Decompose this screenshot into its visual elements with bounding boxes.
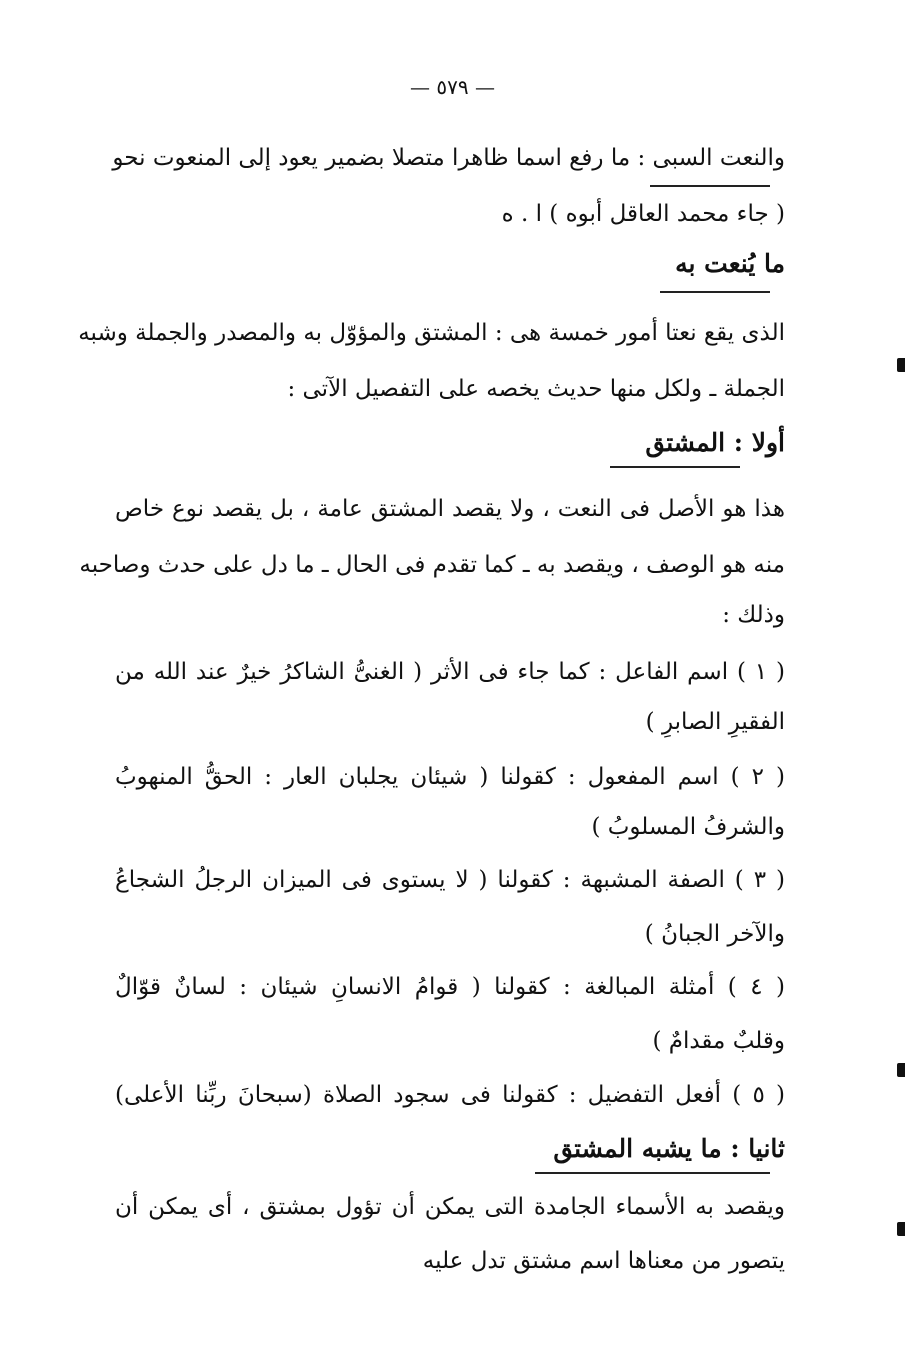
list-item-line: الفقيرِ الصابرِ ) <box>645 709 785 735</box>
list-item-line: والشرفُ المسلوبُ ) <box>591 814 785 840</box>
list-item-line: والآخر الجبانُ ) <box>644 921 785 947</box>
paragraph-line: هذا هو الأصل فى النعت ، ولا يقصد المشتق عامة ، بل يقصد نوع خاص <box>115 496 785 522</box>
heading-underline <box>535 1172 770 1174</box>
scan-edge-mark <box>897 358 905 372</box>
subsection-heading: أولا : المشتق <box>645 428 785 457</box>
subsection-heading: ثانيا : ما يشبه المشتق <box>553 1134 785 1163</box>
scan-edge-mark <box>897 1063 905 1077</box>
heading-underline <box>610 466 740 468</box>
divider-rule <box>650 185 770 187</box>
paragraph-line: منه هو الوصف ، ويقصد به ـ كما تقدم فى الحال ـ ما دل على حدث وصاحبه <box>79 552 785 578</box>
paragraph-line: وذلك : <box>722 602 785 628</box>
paragraph-line: الجملة ـ ولكل منها حديث يخصه على التفصيل الآتى : <box>287 376 785 402</box>
list-item-line: ( ١ ) اسم الفاعل : كما جاء فى الأثر ( الغنىُّ الشاكرُ خيرٌ عند الله من <box>115 659 785 685</box>
heading-underline <box>660 291 770 293</box>
list-item-line: ( ٣ ) الصفة المشبهة : كقولنا ( لا يستوى فى الميزان الرجلُ الشجاعُ <box>115 867 785 893</box>
paragraph-line: يتصور من معناها اسم مشتق تدل عليه <box>422 1248 785 1274</box>
scan-edge-mark <box>897 1222 905 1236</box>
list-item-line: وقلبٌ مقدامٌ ) <box>652 1028 785 1054</box>
paragraph-line: والنعت السبى : ما رفع اسما ظاهرا متصلا بضمير يعود إلى المنعوت نحو <box>112 145 785 171</box>
page-number: — ٥٧٩ — <box>410 75 495 99</box>
section-heading: ما يُنعت به <box>675 249 785 278</box>
list-item-line: ( ٥ ) أفعل التفضيل : كقولنا فى سجود الصلاة (سبحانَ ربِّنا الأعلى) <box>115 1082 785 1108</box>
paragraph-line: ( جاء محمد العاقل أبوه ) ا . ه <box>501 201 785 227</box>
list-item-line: ( ٤ ) أمثلة المبالغة : كقولنا ( قوامُ الانسانِ شيئان : لسانٌ قوّالٌ <box>115 974 785 1000</box>
paragraph-line: الذى يقع نعتا أمور خمسة هى : المشتق والمؤوّل به والمصدر والجملة وشبه <box>78 320 785 346</box>
paragraph-line: ويقصد به الأسماء الجامدة التى يمكن أن تؤول بمشتق ، أى يمكن أن <box>115 1194 785 1220</box>
list-item-line: ( ٢ ) اسم المفعول : كقولنا ( شيئان يجلبان العار : الحقُّ المنهوبُ <box>115 764 785 790</box>
